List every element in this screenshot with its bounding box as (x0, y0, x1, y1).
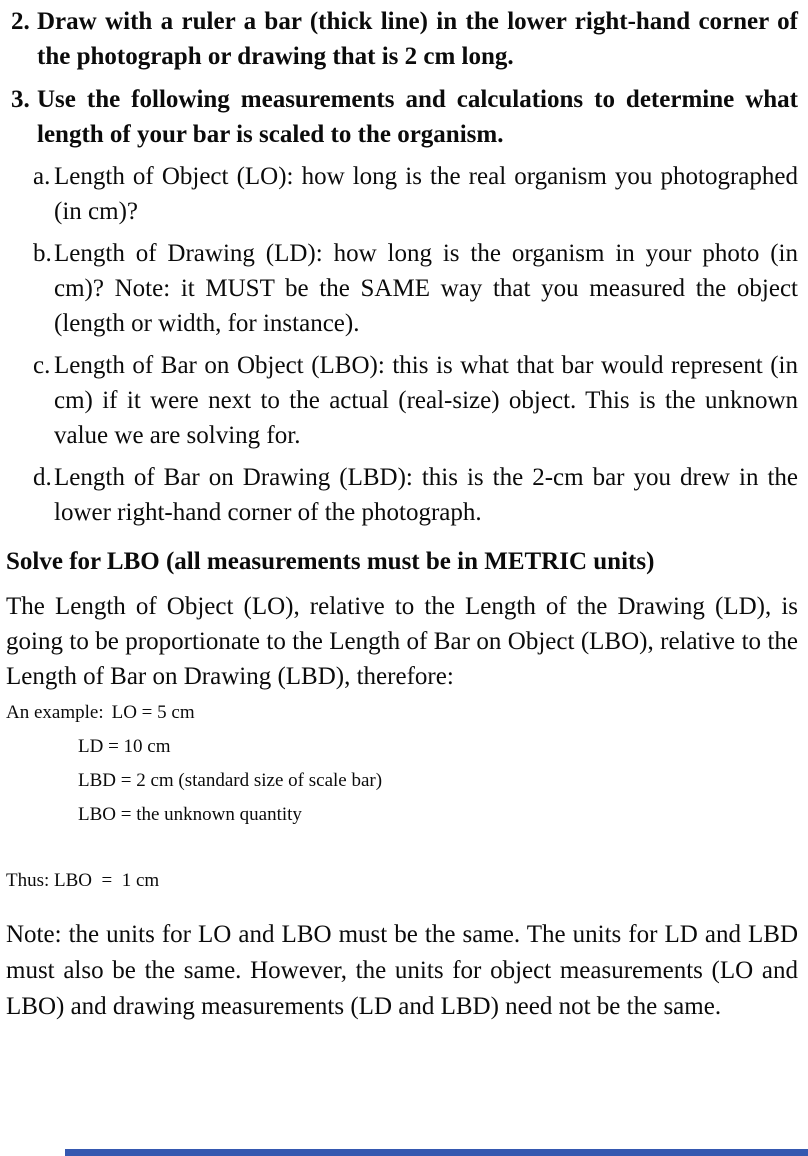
list-item-text: Draw with a ruler a bar (thick line) in the lower right-hand corner of the photograph or drawing that is 2 cm long. (37, 8, 798, 70)
example-row-2: LD = 10 cm (78, 736, 171, 757)
sub-item-text: Length of Bar on Drawing (LBD): this is the 2-cm bar you drew in the lower right-hand corner of the photograph. (54, 464, 798, 526)
sub-item-c (6, 348, 798, 453)
bottom-blue-bar (65, 1149, 808, 1156)
sub-item-a (6, 159, 798, 229)
example-label: An example: (6, 702, 104, 723)
example-block (6, 703, 798, 825)
sub-item-text: Length of Drawing (LD): how long is the organism in your photo (in cm)? Note: it MUST be the SAME way that you measured the object (length or width, for instance). (54, 240, 798, 337)
sub-item-b (6, 236, 798, 341)
list-item-number: 2. (11, 8, 30, 35)
list-item-number: 3. (11, 86, 30, 113)
sub-item-letter: c. (33, 352, 51, 379)
sub-item-letter: a. (33, 163, 51, 190)
list-item-2 (6, 4, 798, 74)
note-paragraph: Note: the units for LO and LBO must be the same. The units for LD and LBD must also be the same. However, the units for object measurements (LO and LBO) and drawing measurements (LD and LBD) need not be the same. (6, 921, 798, 1020)
sub-item-text: Length of Object (LO): how long is the real organism you photographed (in cm)? (54, 163, 798, 225)
sub-item-letter: d. (33, 464, 52, 491)
example-value: LO = 5 cm (111, 702, 195, 723)
sub-item-d (6, 460, 798, 530)
example-row-1 (6, 703, 798, 723)
thus-line: Thus: LBO = 1 cm (6, 870, 160, 891)
body-paragraph: The Length of Object (LO), relative to the Length of the Drawing (LD), is going to be proportionate to the Length of Bar on Object (LBO), relative to the Length of Bar on Drawing (LBD), therefore: (6, 593, 798, 690)
sub-item-letter: b. (33, 240, 52, 267)
list-item-text: Use the following measurements and calculations to determine what length of your bar is scaled to the organism. (37, 86, 798, 148)
list-item-3 (6, 82, 798, 152)
example-row-4: LBO = the unknown quantity (78, 804, 302, 825)
sub-item-text: Length of Bar on Object (LBO): this is what that bar would represent (in cm) if it were next to the actual (real-size) object. This is the unknown value we are solving for. (54, 352, 798, 449)
section-heading: Solve for LBO (all measurements must be in METRIC units) (6, 548, 655, 575)
example-row-3: LBD = 2 cm (standard size of scale bar) (78, 770, 383, 791)
